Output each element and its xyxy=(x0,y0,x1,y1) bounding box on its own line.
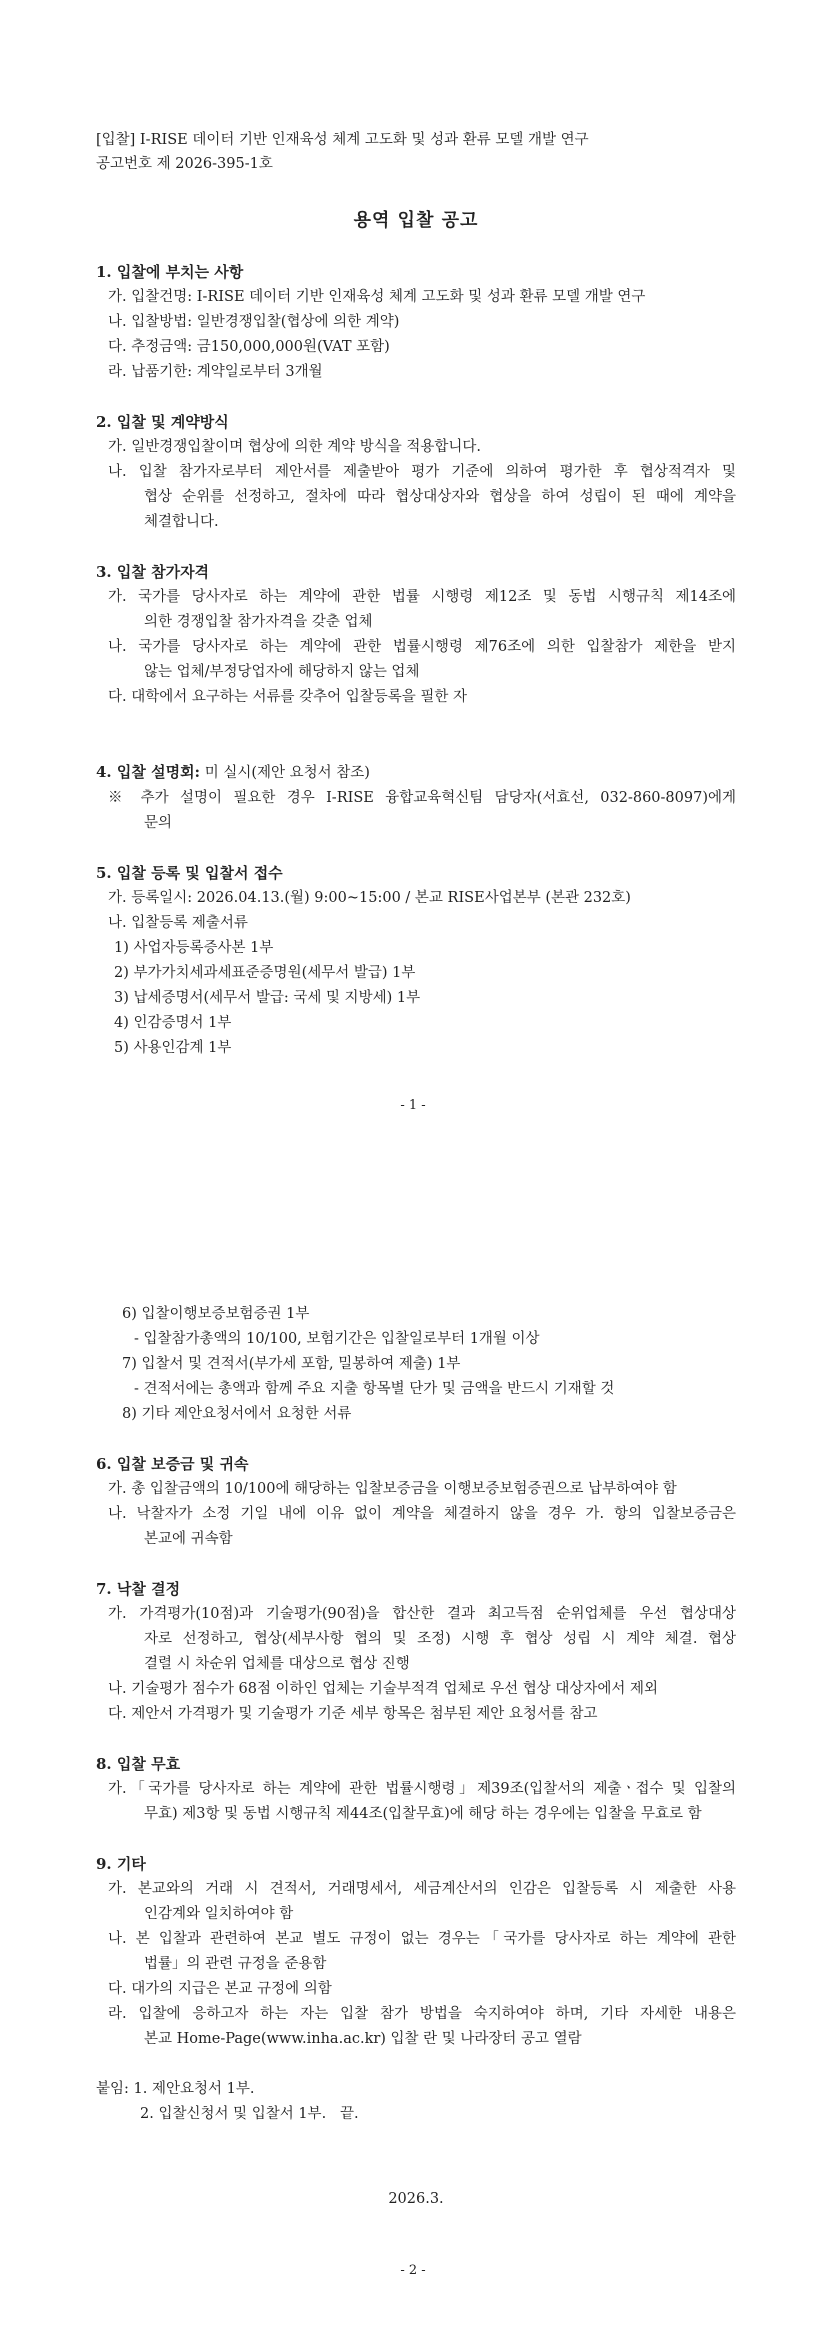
section-7-item: 나. 기술평가 점수가 68점 이하인 업체는 기술부적격 업체로 우선 협상 대상자에서 제외 xyxy=(108,1681,658,1697)
section-3-item-cont: 않는 업체/부정당업자에 해당하지 않는 업체 xyxy=(144,664,420,680)
section-7-title: 7. 낙찰 결정 xyxy=(96,1580,181,1598)
document-list-item: 3) 납세증명서(세무서 발급: 국세 및 지방세) 1부 xyxy=(114,990,421,1006)
section-9-item-cont: 본교 Home-Page(www.inha.ac.kr) 입찰 란 및 나라장터 공고 열람 xyxy=(144,2031,582,2047)
page-1-content xyxy=(96,128,736,1061)
section-4-note-cont: 문의 xyxy=(144,815,173,831)
section-7 xyxy=(96,1577,736,1727)
section-2-title: 2. 입찰 및 계약방식 xyxy=(96,413,229,431)
section-6-title: 6. 입찰 보증금 및 귀속 xyxy=(96,1455,249,1473)
attachment-line-2: 2. 입찰신청서 및 입찰서 1부. 끝. xyxy=(140,2106,359,2122)
section-6-item: 나. 낙찰자가 소정 기일 내에 이유 없이 계약을 체결하지 않을 경우 가. 항의 입찰보증금은 xyxy=(108,1506,736,1522)
section-2-item-cont: 협상 순위를 선정하고, 절차에 따라 협상대상자와 협상을 하여 성립이 된 때에 계약을 xyxy=(144,489,736,505)
section-4-value: 미 실시(제안 요청서 참조) xyxy=(200,765,370,781)
page-2-content xyxy=(96,1302,736,2212)
section-1-item: 라. 납품기한: 계약일로부터 3개월 xyxy=(108,364,323,380)
section-8-item-cont: 무효) 제3항 및 동법 시행규칙 제44조(입찰무효)에 해당 하는 경우에는 입찰을 무효로 함 xyxy=(144,1806,702,1822)
section-9-item-cont: 법률」의 관련 규정을 준용함 xyxy=(144,1956,327,1972)
section-8-title: 8. 입찰 무효 xyxy=(96,1755,181,1773)
document-list-item: 4) 인감증명서 1부 xyxy=(114,1015,232,1031)
section-9 xyxy=(96,1852,736,2052)
document-list-note: - 견적서에는 총액과 함께 주요 지출 항목별 단가 및 금액을 반드시 기재할 것 xyxy=(134,1381,615,1397)
document-list-item: 7) 입찰서 및 견적서(부가세 포함, 밀봉하여 제출) 1부 xyxy=(122,1356,461,1372)
document-list-note: - 입찰참가총액의 10/100, 보험기간은 입찰일로부터 1개월 이상 xyxy=(134,1331,540,1347)
section-9-item: 다. 대가의 지급은 본교 규정에 의함 xyxy=(108,1981,332,1997)
section-4-note: ※ 추가 설명이 필요한 경우 I-RISE 융합교육혁신팀 담당자(서효선, 032-860-8097)에게 xyxy=(108,790,736,806)
section-7-item: 다. 제안서 가격평가 및 기술평가 기준 세부 항목은 첨부된 제안 요청서를 참고 xyxy=(108,1706,598,1722)
section-3-title: 3. 입찰 참가자격 xyxy=(96,563,210,581)
page-2 xyxy=(0,1168,826,2336)
section-2-item: 나. 입찰 참가자로부터 제안서를 제출받아 평가 기준에 의하여 평가한 후 협상적격자 및 xyxy=(108,464,736,480)
notice-title: [입찰] I-RISE 데이터 기반 인재육성 체계 고도화 및 성과 환류 모델 개발 연구 xyxy=(96,132,589,148)
section-1-item: 가. 입찰건명: I-RISE 데이터 기반 인재육성 체계 고도화 및 성과 환류 모델 개발 연구 xyxy=(108,289,646,305)
section-2 xyxy=(96,410,736,535)
section-2-item: 가. 일반경쟁입찰이며 협상에 의한 계약 방식을 적용합니다. xyxy=(108,439,482,455)
section-7-item: 가. 가격평가(10점)과 기술평가(90점)을 합산한 결과 최고득점 순위업체를 우선 협상대상 xyxy=(108,1606,736,1622)
section-8 xyxy=(96,1752,736,1827)
section-6 xyxy=(96,1452,736,1552)
section-4-title: 4. 입찰 설명회: xyxy=(96,763,201,781)
section-1 xyxy=(96,260,736,385)
document-title: 용역 입찰 공고 xyxy=(353,210,479,231)
section-3-item-cont: 의한 경쟁입찰 참가자격을 갖춘 업체 xyxy=(144,614,373,630)
document-list-item: 2) 부가가치세과세표준증명원(세무서 발급) 1부 xyxy=(114,965,416,981)
section-1-item: 나. 입찰방법: 일반경쟁입찰(협상에 의한 계약) xyxy=(108,314,400,330)
document-date: 2026.3. xyxy=(388,2191,444,2207)
section-1-title: 1. 입찰에 부치는 사항 xyxy=(96,263,244,281)
section-3 xyxy=(96,560,736,710)
section-9-title: 9. 기타 xyxy=(96,1855,146,1873)
section-5 xyxy=(96,861,736,1061)
section-5-item: 가. 등록일시: 2026.04.13.(월) 9:00~15:00 / 본교 RISE사업본부 (본관 232호) xyxy=(108,890,631,906)
section-2-item-cont: 체결합니다. xyxy=(144,514,219,530)
section-6-item-cont: 본교에 귀속함 xyxy=(144,1531,233,1547)
page-number-1: - 1 - xyxy=(400,1098,426,1113)
attachment-line-1: 붙임: 1. 제안요청서 1부. xyxy=(96,2081,255,2097)
section-9-item: 가. 본교와의 거래 시 견적서, 거래명세서, 세금계산서의 인감은 입찰등록 시 제출한 사용 xyxy=(108,1881,736,1897)
section-5-title: 5. 입찰 등록 및 입찰서 접수 xyxy=(96,864,283,882)
section-7-item-cont: 자로 선정하고, 협상(세부사항 협의 및 조정) 시행 후 협상 성립 시 계약 체결. 협상 xyxy=(144,1631,736,1647)
section-1-item: 다. 추정금액: 금150,000,000원(VAT 포함) xyxy=(108,339,390,355)
document-list-item: 8) 기타 제안요청서에서 요청한 서류 xyxy=(122,1406,352,1422)
section-7-item-cont: 결렬 시 차순위 업체를 대상으로 협상 진행 xyxy=(144,1656,410,1672)
section-3-item: 가. 국가를 당사자로 하는 계약에 관한 법률 시행령 제12조 및 동법 시행규칙 제14조에 xyxy=(108,589,736,605)
page-number-2: - 2 - xyxy=(400,2263,426,2278)
section-3-item: 나. 국가를 당사자로 하는 계약에 관한 법률시행령 제76조에 의한 입찰참가 제한을 받지 xyxy=(108,639,736,655)
section-6-item: 가. 총 입찰금액의 10/100에 해당하는 입찰보증금을 이행보증보험증권으로 납부하여야 함 xyxy=(108,1481,677,1497)
attachments xyxy=(96,2077,736,2127)
section-3-item: 다. 대학에서 요구하는 서류를 갖추어 입찰등록을 필한 자 xyxy=(108,689,468,705)
notice-number: 공고번호 제 2026-395-1호 xyxy=(96,156,273,172)
section-5-item: 나. 입찰등록 제출서류 xyxy=(108,915,248,931)
section-9-item-cont: 인감계와 일치하여야 함 xyxy=(144,1906,294,1922)
section-8-item: 가.「국가를 당사자로 하는 계약에 관한 법률시행령」제39조(입찰서의 제출ㆍ접수 및 입찰의 xyxy=(108,1781,736,1797)
document-list-item: 5) 사용인감계 1부 xyxy=(114,1040,232,1056)
document-list-item: 6) 입찰이행보증보험증권 1부 xyxy=(122,1306,310,1322)
section-9-item: 나. 본 입찰과 관련하여 본교 별도 규정이 없는 경우는「국가를 당사자로 하는 계약에 관한 xyxy=(108,1931,736,1947)
section-5-continued xyxy=(96,1302,736,1427)
section-9-item: 라. 입찰에 응하고자 하는 자는 입찰 참가 방법을 숙지하여야 하며, 기타 자세한 내용은 xyxy=(108,2006,736,2022)
document-list-item: 1) 사업자등록증사본 1부 xyxy=(114,940,274,956)
section-4 xyxy=(96,760,736,836)
